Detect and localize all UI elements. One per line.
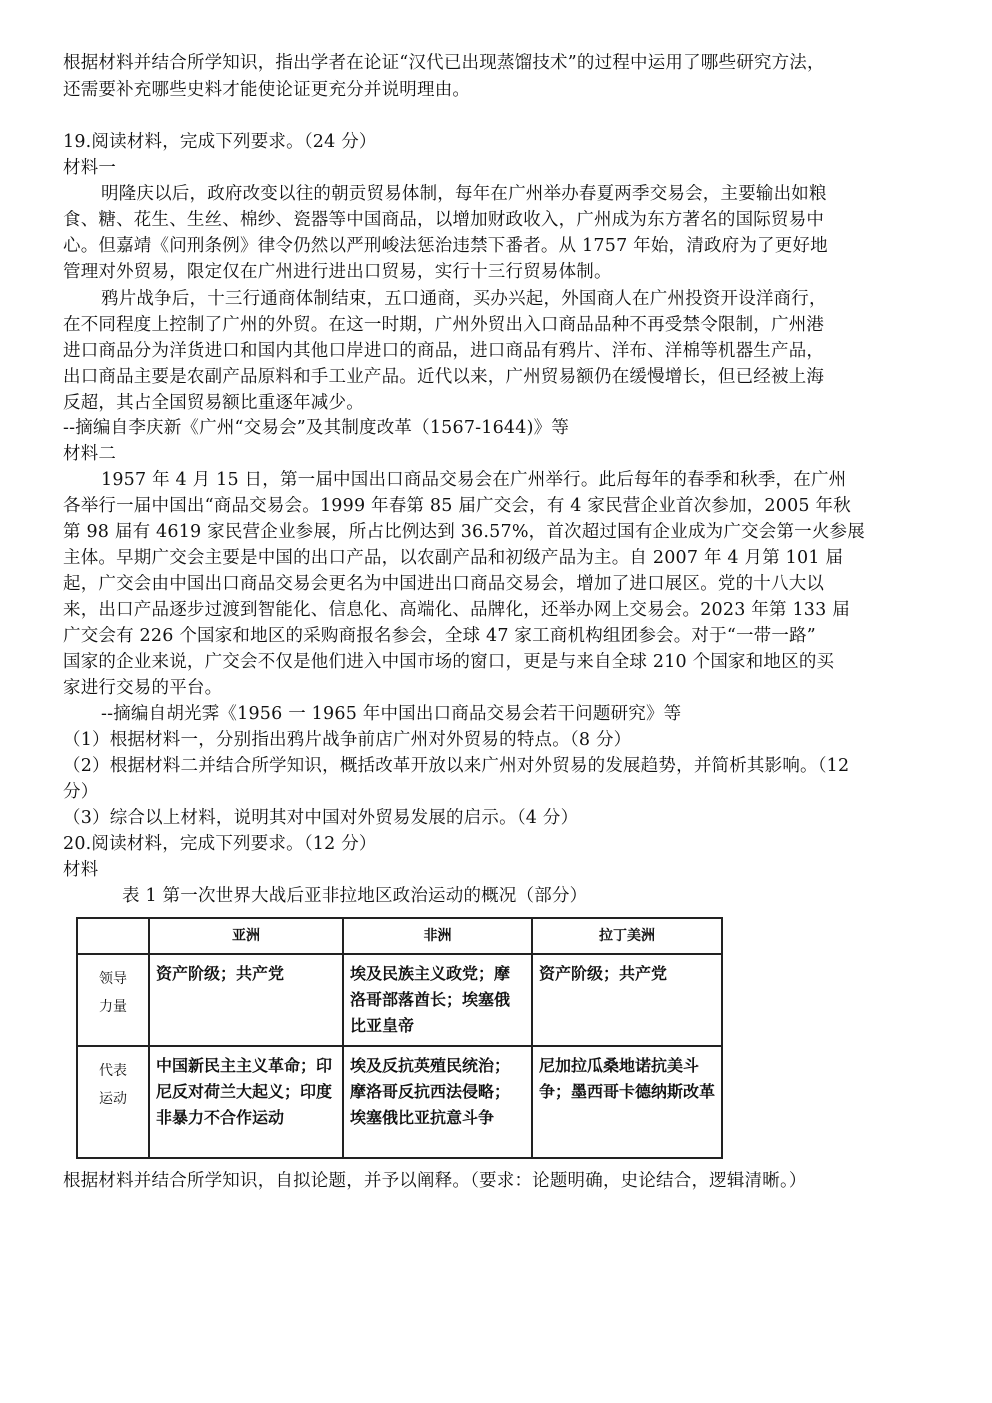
material-2-text: 来，出口产品逐步过渡到智能化、信息化、高端化、品牌化，还举办网上交易会。2023 年第 133 届 [63, 600, 850, 620]
question-20-heading: 20.阅读材料，完成下列要求。（12 分） [63, 834, 377, 854]
question-20-prompt: 根据材料并结合所学知识，自拟论题，并予以阐释。（要求：论题明确，史论结合，逻辑清晰。） [63, 1171, 807, 1191]
material-label: 材料 [63, 860, 99, 880]
cell-latam-movements: 尼加拉瓜桑地诺抗美斗争；墨西哥卡德纳斯改革 [532, 1046, 722, 1158]
material-2-text: 第 98 届有 4619 家民营企业参展，所占比例达到 36.57%，首次超过国有企业成为广交会第一火参展 [63, 522, 865, 542]
material-2-text: 主体。早期广交会主要是中国的出口产品，以农副产品和初级产品为主。自 2007 年 4 月第 101 届 [63, 548, 844, 568]
material-2-text: 起，广交会由中国出口商品交易会更名为中国进出口商品交易会，增加了进口展区。党的十八大以 [63, 574, 825, 594]
table-header-row [77, 918, 722, 954]
question-19-sub-1: （1）根据材料一，分别指出鸦片战争前店广州对外贸易的特点。（8 分） [63, 730, 632, 750]
material-1-text: 食、糖、花生、生丝、棉纱、瓷器等中国商品，以增加财政收入，广州成为东方著名的国际贸易中 [63, 210, 825, 230]
cell-asia-movements: 中国新民主主义革命；印尼反对荷兰大起义；印度非暴力不合作运动 [149, 1046, 343, 1158]
material-1-text: 管理对外贸易，限定仅在广州进行进出口贸易，实行十三行贸易体制。 [63, 262, 612, 282]
question-19-sub-2: （2）根据材料二并结合所学知识，概括改革开放以来广州对外贸易的发展趋势，并简析其影响。（12 [63, 756, 850, 776]
table-header-corner [77, 918, 149, 954]
question-19-sub-2-cont: 分） [63, 782, 99, 802]
table-header-africa: 非洲 [343, 918, 532, 954]
material-1-text: 在不同程度上控制了广州的外贸。在这一时期，广州外贸出入口商品品种不再受禁令限制，广州港 [63, 315, 825, 335]
question-18-prompt-line-2: 还需要补充哪些史料才能使论证更充分并说明理由。 [63, 80, 471, 100]
material-1-text: 心。但嘉靖《问刑条例》律令仍然以严刑峻法惩治违禁下番者。从 1757 年始，清政府为了更好地 [63, 236, 828, 256]
cell-asia-leadership: 资产阶级；共产党 [149, 954, 343, 1046]
material-1-label: 材料一 [63, 158, 117, 178]
material-2-text: 家进行交易的平台。 [63, 678, 223, 698]
row-label-part: 力量 [99, 999, 127, 1015]
material-1-text: 出口商品主要是农副产品原料和手工业产品。近代以来，广州贸易额仍在缓慢增长，但已经被上海 [63, 367, 825, 387]
row-label-part: 领导 [99, 971, 127, 987]
material-2-text: 1957 年 4 月 15 日，第一届中国出口商品交易会在广州举行。此后每年的春季和秋季，在广州 [101, 470, 847, 490]
material-1-text: 进口商品分为洋货进口和国内其他口岸进口的商品，进口商品有鸦片、洋布、洋棉等机器生产品， [63, 341, 825, 361]
material-2-text: 各举行一届中国出“商品交易会。1999 年春第 85 届广交会，有 4 家民营企业首次参加，2005 年秋 [63, 496, 851, 516]
question-18-prompt-line-1: 根据材料并结合所学知识，指出学者在论证“汉代已出现蒸馏技术”的过程中运用了哪些研究方法， [63, 53, 825, 73]
material-2-label: 材料二 [63, 444, 117, 464]
row-label-part: 运动 [99, 1091, 127, 1107]
cell-africa-movements: 埃及反抗英殖民统治；摩洛哥反抗西法侵略；埃塞俄比亚抗意斗争 [343, 1046, 532, 1158]
material-1-text: 反超，其占全国贸易额比重逐年减少。 [63, 393, 364, 413]
table-row [77, 1046, 722, 1158]
table-caption: 表 1 第一次世界大战后亚非拉地区政治运动的概况（部分） [122, 886, 588, 906]
row-label-part: 代表 [99, 1063, 127, 1079]
table-header-asia: 亚洲 [149, 918, 343, 954]
movements-table [76, 917, 721, 1159]
table-row [77, 954, 722, 1046]
material-1-text: 鸦片战争后，十三行通商体制结束，五口通商，买办兴起，外国商人在广州投资开设洋商行， [101, 289, 827, 309]
material-2-text: 广交会有 226 个国家和地区的采购商报名参会，全球 47 家工商机构组团参会。对于“一带一路” [63, 626, 816, 646]
question-19-heading: 19.阅读材料，完成下列要求。（24 分） [63, 132, 377, 152]
material-2-text: 国家的企业来说，广交会不仅是他们进入中国市场的窗口，更是与来自全球 210 个国家和地区的买 [63, 652, 835, 672]
material-1-text: 明隆庆以后，政府改变以往的朝贡贸易体制，每年在广州举办春夏两季交易会，主要输出如粮 [101, 184, 827, 204]
question-19-sub-3: （3）综合以上材料，说明其对中国对外贸易发展的启示。（4 分） [63, 808, 579, 828]
table-header-latin-america: 拉丁美洲 [532, 918, 722, 954]
row-label-movements [77, 1046, 149, 1158]
cell-latam-leadership: 资产阶级；共产党 [532, 954, 722, 1046]
material-1-source: --摘编自李庆新《广州“交易会”及其制度改革（1567-1644)》等 [63, 418, 570, 438]
row-label-leadership [77, 954, 149, 1046]
cell-africa-leadership: 埃及民族主义政党；摩洛哥部落酋长；埃塞俄比亚皇帝 [343, 954, 532, 1046]
material-2-source: --摘编自胡光霁《1956 一 1965 年中国出口商品交易会若干问题研究》等 [101, 704, 682, 724]
